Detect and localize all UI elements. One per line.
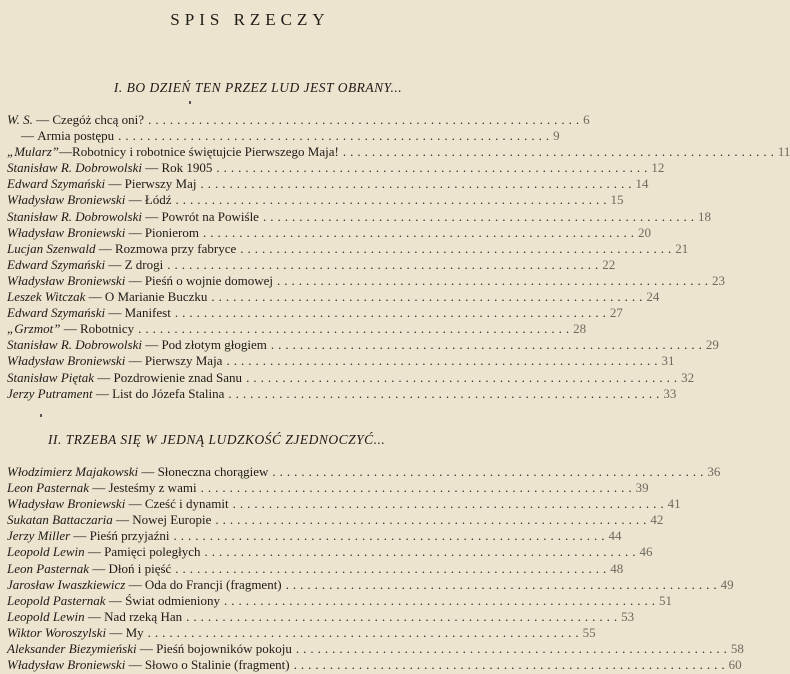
toc-leader-dots: ............................................................ <box>204 544 640 560</box>
toc-leader-dots: ............................................................ <box>272 464 708 479</box>
toc-entry <box>7 256 616 273</box>
toc-entry <box>7 128 560 144</box>
toc-separator: — <box>85 289 105 305</box>
toc-work-title: Świat odmieniony <box>125 592 221 608</box>
toc-entry <box>7 240 689 257</box>
toc-separator: — <box>21 128 38 144</box>
toc-work-title: Pieśń o wojnie domowej <box>144 272 274 288</box>
toc-entry <box>7 592 673 609</box>
toc-leader-dots: ............................................................ <box>147 624 583 640</box>
toc-separator: — <box>125 496 145 512</box>
toc-author: Stanisław R. Dobrowolski <box>7 160 142 176</box>
toc-leader-dots: ............................................................ <box>173 528 609 544</box>
toc-leader-dots: ............................................................ <box>215 512 651 528</box>
toc-work-title: Nowej Europie <box>132 512 212 528</box>
toc-leader-dots: ............................................................ <box>232 496 668 512</box>
toc-page-number: 12 <box>651 160 665 176</box>
toc-work-title: Słowo o Stalinie (fragment) <box>144 657 290 673</box>
toc-entry <box>7 544 653 560</box>
toc-author: „Mularz” <box>7 144 60 160</box>
toc-work-title: List do Józefa Stalina <box>112 385 225 401</box>
toc-page-number: 15 <box>610 192 624 208</box>
toc-leader-dots: ............................................................ <box>174 305 610 321</box>
toc-leader-dots: ............................................................ <box>285 576 721 592</box>
toc-leader-dots: ............................................................ <box>270 337 706 353</box>
toc-entry <box>7 305 623 321</box>
toc-leader-dots: ............................................................ <box>277 272 713 288</box>
toc-work-title: Pierwszy Maj <box>124 176 197 192</box>
toc-entry <box>7 385 677 402</box>
toc-work-title: Jesteśmy z wami <box>108 480 197 496</box>
toc-entry <box>7 528 622 544</box>
toc-work-title: Słoneczna chorągiew <box>157 464 269 479</box>
toc-author: Edward Szymański <box>7 256 106 272</box>
toc-page-number: 29 <box>705 337 719 353</box>
toc-page-number: 46 <box>639 544 653 560</box>
toc-author: Leon Pasternak <box>7 480 89 496</box>
toc-work-title: Pionierom <box>144 224 199 240</box>
toc-leader-dots: ............................................................ <box>200 176 636 192</box>
toc-author: Władysław Broniewski <box>7 657 126 673</box>
toc-work-title: Nad rzeką Han <box>104 608 183 624</box>
toc-separator: — <box>112 512 133 528</box>
toc-separator: — <box>138 464 158 479</box>
toc-separator: — <box>125 576 145 592</box>
toc-entry <box>7 560 624 577</box>
print-speck <box>40 414 42 417</box>
toc-author: Stanisław R. Dobrowolski <box>7 208 142 224</box>
toc-work-title: Cześć i dynamit <box>144 496 229 512</box>
toc-entry <box>7 496 681 512</box>
toc-work-title: Rok 1905 <box>161 160 213 176</box>
toc-entry <box>7 321 587 337</box>
toc-leader-dots: ............................................................ <box>246 369 682 385</box>
toc-entry <box>7 608 635 625</box>
toc-separator: — <box>125 657 145 673</box>
toc-leader-dots: ............................................................ <box>200 480 636 496</box>
toc-work-title: Pozdrowienie znad Sanu <box>113 369 243 385</box>
toc-page-number: 18 <box>697 208 711 224</box>
toc-separator: — <box>88 560 109 576</box>
toc-separator: — <box>105 592 126 608</box>
toc-page-number: 23 <box>712 272 726 288</box>
toc-author: Sukatan Battaczaria <box>7 512 113 528</box>
toc-page-number: 32 <box>681 369 695 385</box>
toc-leader-dots: ............................................................ <box>295 641 731 657</box>
toc-separator: — <box>59 144 73 160</box>
toc-page-number: 27 <box>609 305 623 321</box>
toc-separator: — <box>92 385 113 401</box>
toc-author: Edward Szymański <box>7 176 106 192</box>
toc-page-number: 31 <box>661 353 675 369</box>
toc-entry <box>7 208 711 225</box>
toc-page-number: 28 <box>573 321 587 337</box>
toc-leader-dots: ............................................................ <box>148 112 584 127</box>
toc-page-number: 39 <box>635 480 649 496</box>
toc-author: Lucjan Szenwald <box>7 240 96 256</box>
toc-author: „Grzmot” <box>7 321 61 337</box>
toc-page-number: 9 <box>553 128 560 144</box>
toc-leader-dots: ............................................................ <box>175 192 611 208</box>
toc-leader-dots: ............................................................ <box>203 224 638 240</box>
toc-page-number: 22 <box>602 256 616 272</box>
toc-work-title: Robotnicy i robotnice świętujcie Pierwszego Maja! <box>72 144 339 160</box>
toc-separator: — <box>70 528 90 544</box>
toc-page-number: 41 <box>667 496 681 512</box>
toc-separator: — <box>141 160 162 176</box>
toc-separator: — <box>84 608 105 624</box>
toc-work-title: Armia postępu <box>37 128 115 144</box>
toc-work-title: Czegóż chcą oni? <box>52 112 145 127</box>
toc-author: Władysław Broniewski <box>7 224 126 240</box>
toc-entry <box>7 576 734 593</box>
toc-work-title: Rozmowa przy fabryce <box>114 240 237 256</box>
toc-leader-dots: ............................................................ <box>224 592 660 608</box>
section-1-entries <box>7 112 790 402</box>
toc-page-number: 53 <box>621 608 635 624</box>
toc-page-number: 60 <box>728 657 742 673</box>
toc-leader-dots: ............................................................ <box>211 289 647 305</box>
toc-page-number: 36 <box>707 464 721 479</box>
toc-entry <box>7 289 660 305</box>
toc-leader-dots: ............................................................ <box>186 608 622 624</box>
toc-page-number: 55 <box>582 624 596 640</box>
toc-leader-dots: ............................................................ <box>240 240 676 256</box>
toc-work-title: Łódź <box>144 192 172 208</box>
toc-entry <box>7 512 664 528</box>
toc-author: Aleksander Biezymieński <box>7 641 137 657</box>
toc-entry <box>7 192 624 208</box>
toc-author: Władysław Broniewski <box>7 496 126 512</box>
toc-page-number: 6 <box>583 112 590 127</box>
toc-leader-dots: ............................................................ <box>216 160 652 176</box>
toc-separator: — <box>32 112 53 127</box>
toc-separator: — <box>125 192 145 208</box>
toc-page-number: 42 <box>650 512 664 528</box>
toc-work-title: Pod złotym głogiem <box>161 337 267 353</box>
toc-work-title: Powrót na Powiśle <box>161 208 259 224</box>
toc-author: Władysław Broniewski <box>7 272 126 288</box>
toc-entry <box>7 641 744 657</box>
toc-separator: — <box>94 369 114 385</box>
page-title: SPIS RZECZY <box>170 10 330 29</box>
toc-separator: — <box>141 337 162 353</box>
toc-entry <box>7 337 719 353</box>
toc-leader-dots: ............................................................ <box>138 321 574 337</box>
toc-author: Włodzimierz Majakowski <box>7 464 139 479</box>
section-2-title: II. TRZEBA SIĘ W JEDNĄ LUDZKOŚĆ ZJEDNOCZYĆ... <box>48 432 386 447</box>
toc-entry <box>7 353 675 369</box>
toc-author: Leszek Witczak <box>7 289 86 305</box>
toc-leader-dots: ............................................................ <box>226 353 662 369</box>
toc-work-title: Dłoń i pięść <box>108 560 172 576</box>
toc-author: Leopold Lewin <box>7 544 85 560</box>
section-1-title: I. BO DZIEŃ TEN PRZEZ LUD JEST OBRANY... <box>113 80 403 95</box>
toc-author: Wiktor Woroszylski <box>7 624 107 640</box>
toc-entry <box>7 160 665 176</box>
toc-separator: — <box>105 256 125 272</box>
toc-separator: — <box>125 224 145 240</box>
toc-page-number: 49 <box>720 576 734 592</box>
toc-page-number: 58 <box>730 641 744 657</box>
toc-work-title: Oda do Francji (fragment) <box>144 576 282 592</box>
toc-separator: — <box>105 176 125 192</box>
toc-separator: — <box>136 641 157 657</box>
toc-entry <box>7 480 649 496</box>
section-2-entries <box>7 464 744 673</box>
toc-entry <box>7 176 649 192</box>
toc-separator: — <box>106 624 126 640</box>
toc-author: Władysław Broniewski <box>7 192 126 208</box>
toc-work-title: Z drogi <box>124 256 164 272</box>
toc-separator: — <box>84 544 105 560</box>
toc-page-number: 51 <box>659 592 673 608</box>
toc-leader-dots: ............................................................ <box>293 657 729 673</box>
toc-work-title: Manifest <box>124 305 171 321</box>
toc-work-title: Pamięci poległych <box>104 544 201 560</box>
toc-work-title: Robotnicy <box>79 321 135 337</box>
toc-author: Stanisław R. Dobrowolski <box>7 337 142 353</box>
print-speck <box>189 101 191 104</box>
toc-page-number: 24 <box>646 289 660 305</box>
toc-entry <box>7 224 651 241</box>
toc-page-number: 33 <box>663 385 677 401</box>
toc-separator: — <box>95 240 115 256</box>
toc-author: W. S. <box>7 112 33 127</box>
toc-leader-dots: ............................................................ <box>118 128 554 144</box>
toc-author: Jarosław Iwaszkiewicz <box>7 576 126 592</box>
toc-author: Edward Szymański <box>7 305 106 321</box>
toc-author: Leon Pasternak <box>7 560 89 576</box>
toc-separator: — <box>60 321 80 337</box>
toc-work-title: Pieśń przyjaźni <box>89 528 170 544</box>
toc-page-number: 44 <box>608 528 622 544</box>
toc-page-number: 11 <box>777 144 790 160</box>
toc-separator: — <box>141 208 162 224</box>
toc-author: Jerzy Miller <box>7 528 71 544</box>
toc-entry <box>7 369 695 386</box>
toc-page-number: 14 <box>635 176 649 192</box>
toc-separator: — <box>125 272 145 288</box>
toc-author: Leopold Lewin <box>7 608 85 624</box>
toc-entry <box>7 272 726 289</box>
toc-author: Leopold Pasternak <box>7 592 106 608</box>
toc-entry <box>7 464 721 480</box>
toc-work-title: O Marianie Buczku <box>104 289 208 305</box>
toc-page-number: 20 <box>638 224 651 240</box>
toc-separator: — <box>105 305 125 321</box>
toc-separator: — <box>88 480 109 496</box>
toc-entry <box>7 657 742 673</box>
toc-work-title: Pierwszy Maja <box>144 353 223 369</box>
toc-work-title: My <box>125 624 144 640</box>
toc-leader-dots: ............................................................ <box>228 385 664 401</box>
toc-leader-dots: ............................................................ <box>262 208 698 224</box>
toc-entry <box>7 144 790 160</box>
toc-page-number: 48 <box>610 560 624 576</box>
toc-leader-dots: ............................................................ <box>342 144 778 160</box>
toc-author: Władysław Broniewski <box>7 353 126 369</box>
toc-author: Jerzy Putrament <box>7 385 93 401</box>
toc-entry <box>7 624 596 641</box>
toc-page-number: 21 <box>675 240 689 256</box>
toc-leader-dots: ............................................................ <box>167 256 603 272</box>
toc-entry <box>7 112 590 128</box>
toc-work-title: Pieśń bojowników pokoju <box>156 641 292 657</box>
toc-author: Stanisław Piętak <box>7 369 95 385</box>
toc-separator: — <box>125 353 145 369</box>
toc-leader-dots: ............................................................ <box>175 560 611 576</box>
